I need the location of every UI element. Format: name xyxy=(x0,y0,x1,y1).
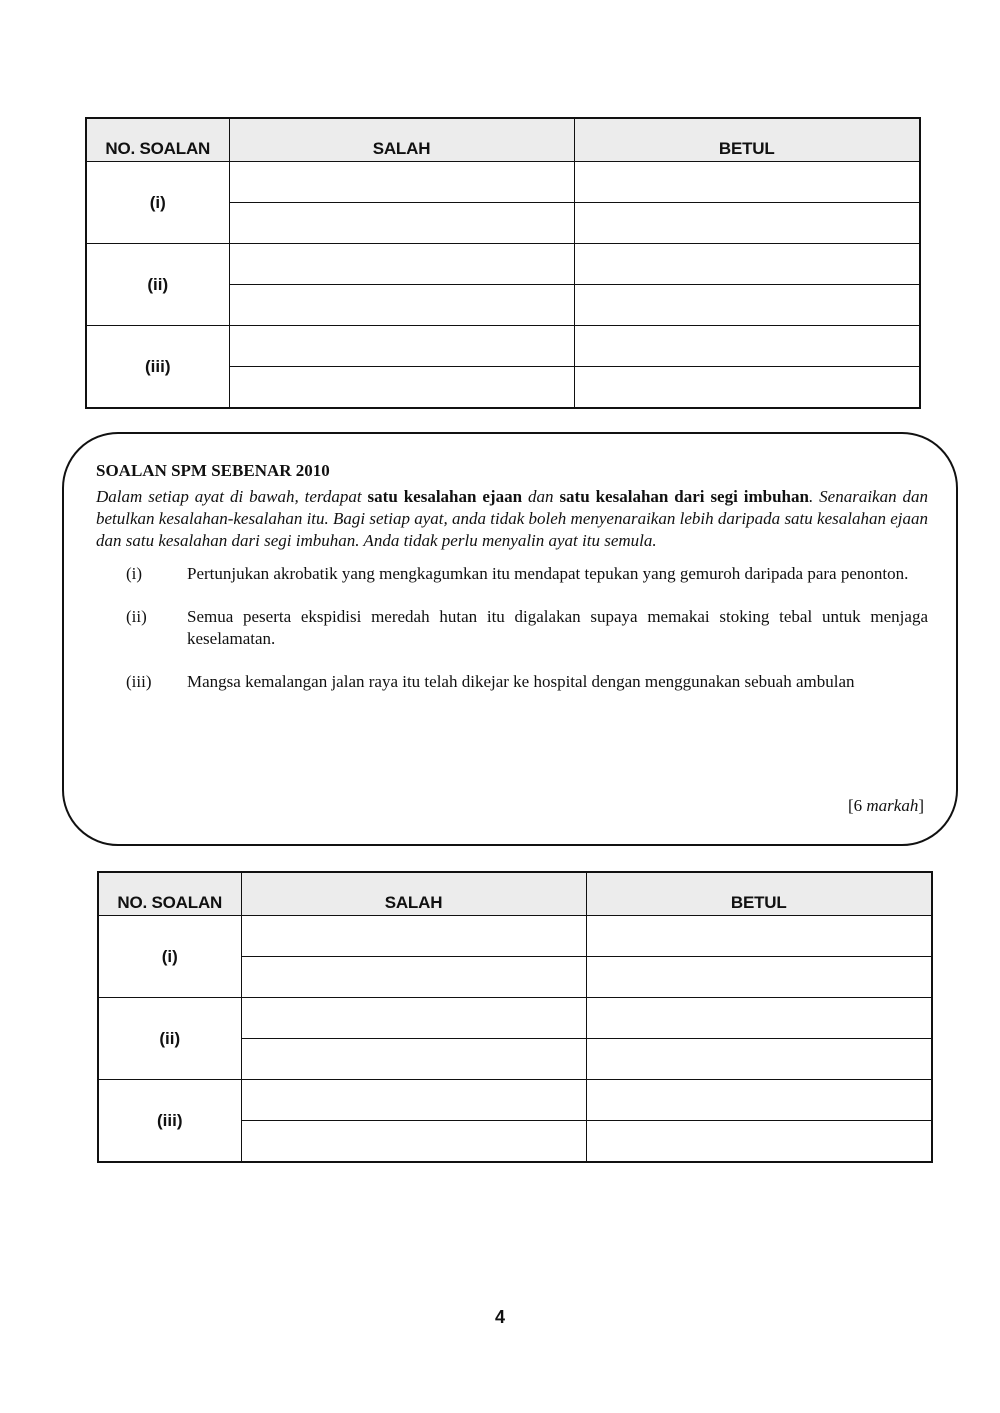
item-text: Pertunjukan akrobatik yang mengkagumkan itu mendapat tepukan yang gemuroh daripada para penonton. xyxy=(187,564,909,583)
question-instruction xyxy=(96,486,928,552)
question-number-cell: (i) xyxy=(86,162,229,244)
item-text: Mangsa kemalangan jalan raya itu telah dikejar ke hospital dengan menggunakan sebuah ambulan xyxy=(187,672,855,691)
table-header-row xyxy=(98,872,932,916)
question-title: SOALAN SPM SEBENAR 2010 xyxy=(96,461,330,480)
salah-answer-cell[interactable] xyxy=(229,162,574,203)
question-number-cell: (iii) xyxy=(98,1080,241,1163)
betul-answer-cell[interactable] xyxy=(574,162,920,203)
instruction-text: . Senaraikan dan betulkan kesalahan-kesalahan itu. Bagi setiap ayat, anda tidak boleh menyenaraikan lebih daripada satu kesalahan ejaan dan satu kesalahan dari segi imbuhan. Anda tidak perlu menyalin ayat itu semula. xyxy=(96,487,929,550)
table-row xyxy=(86,162,920,203)
table-row xyxy=(98,1080,932,1121)
item-number: (iii) xyxy=(126,672,152,691)
salah-answer-cell[interactable] xyxy=(241,1121,586,1163)
table-row xyxy=(98,916,932,957)
answer-table-bottom xyxy=(97,871,933,1163)
betul-answer-cell[interactable] xyxy=(586,998,932,1039)
question-number-cell: (iii) xyxy=(86,326,229,409)
header-no-soalan: NO. SOALAN xyxy=(86,118,229,162)
salah-answer-cell[interactable] xyxy=(229,244,574,285)
betul-answer-cell[interactable] xyxy=(574,326,920,367)
betul-answer-cell[interactable] xyxy=(586,957,932,998)
betul-answer-cell[interactable] xyxy=(586,1039,932,1080)
betul-answer-cell[interactable] xyxy=(586,1080,932,1121)
instruction-text: dan xyxy=(522,487,560,506)
marks-label: [6 markah] xyxy=(847,796,924,815)
header-no-soalan: NO. SOALAN xyxy=(98,872,241,916)
page-number: 4 xyxy=(494,1307,505,1327)
table-row xyxy=(86,244,920,285)
question-content xyxy=(96,460,928,693)
salah-answer-cell[interactable] xyxy=(241,998,586,1039)
instruction-bold-spelling: satu kesalahan ejaan xyxy=(367,487,523,506)
betul-answer-cell[interactable] xyxy=(574,367,920,409)
salah-answer-cell[interactable] xyxy=(229,285,574,326)
betul-answer-cell[interactable] xyxy=(574,203,920,244)
header-salah: SALAH xyxy=(241,872,586,916)
betul-answer-cell[interactable] xyxy=(574,244,920,285)
betul-answer-cell[interactable] xyxy=(586,916,932,957)
item-number: (i) xyxy=(126,564,143,583)
salah-answer-cell[interactable] xyxy=(241,1039,586,1080)
answer-table-top xyxy=(85,117,921,409)
salah-answer-cell[interactable] xyxy=(229,203,574,244)
question-number-cell: (i) xyxy=(98,916,241,998)
item-number: (ii) xyxy=(126,607,147,626)
instruction-bold-affix: satu kesalahan dari segi imbuhan xyxy=(559,487,809,506)
question-number-cell: (ii) xyxy=(86,244,229,326)
header-salah: SALAH xyxy=(229,118,574,162)
question-item xyxy=(96,606,928,650)
header-betul: BETUL xyxy=(586,872,932,916)
salah-answer-cell[interactable] xyxy=(241,916,586,957)
marks-word: markah xyxy=(866,796,919,815)
table-row xyxy=(98,998,932,1039)
table-header-row xyxy=(86,118,920,162)
betul-answer-cell[interactable] xyxy=(586,1121,932,1163)
question-number-cell: (ii) xyxy=(98,998,241,1080)
table-row xyxy=(86,326,920,367)
salah-answer-cell[interactable] xyxy=(241,1080,586,1121)
salah-answer-cell[interactable] xyxy=(229,367,574,409)
item-text: Semua peserta ekspidisi meredah hutan itu digalakan supaya memakai stoking tebal untuk menjaga keselamatan. xyxy=(187,607,928,648)
salah-answer-cell[interactable] xyxy=(229,326,574,367)
header-betul: BETUL xyxy=(574,118,920,162)
question-box xyxy=(62,432,958,846)
question-item xyxy=(96,671,928,693)
salah-answer-cell[interactable] xyxy=(241,957,586,998)
instruction-text: Dalam setiap ayat di bawah, terdapat xyxy=(96,487,368,506)
betul-answer-cell[interactable] xyxy=(574,285,920,326)
question-item xyxy=(96,563,928,585)
